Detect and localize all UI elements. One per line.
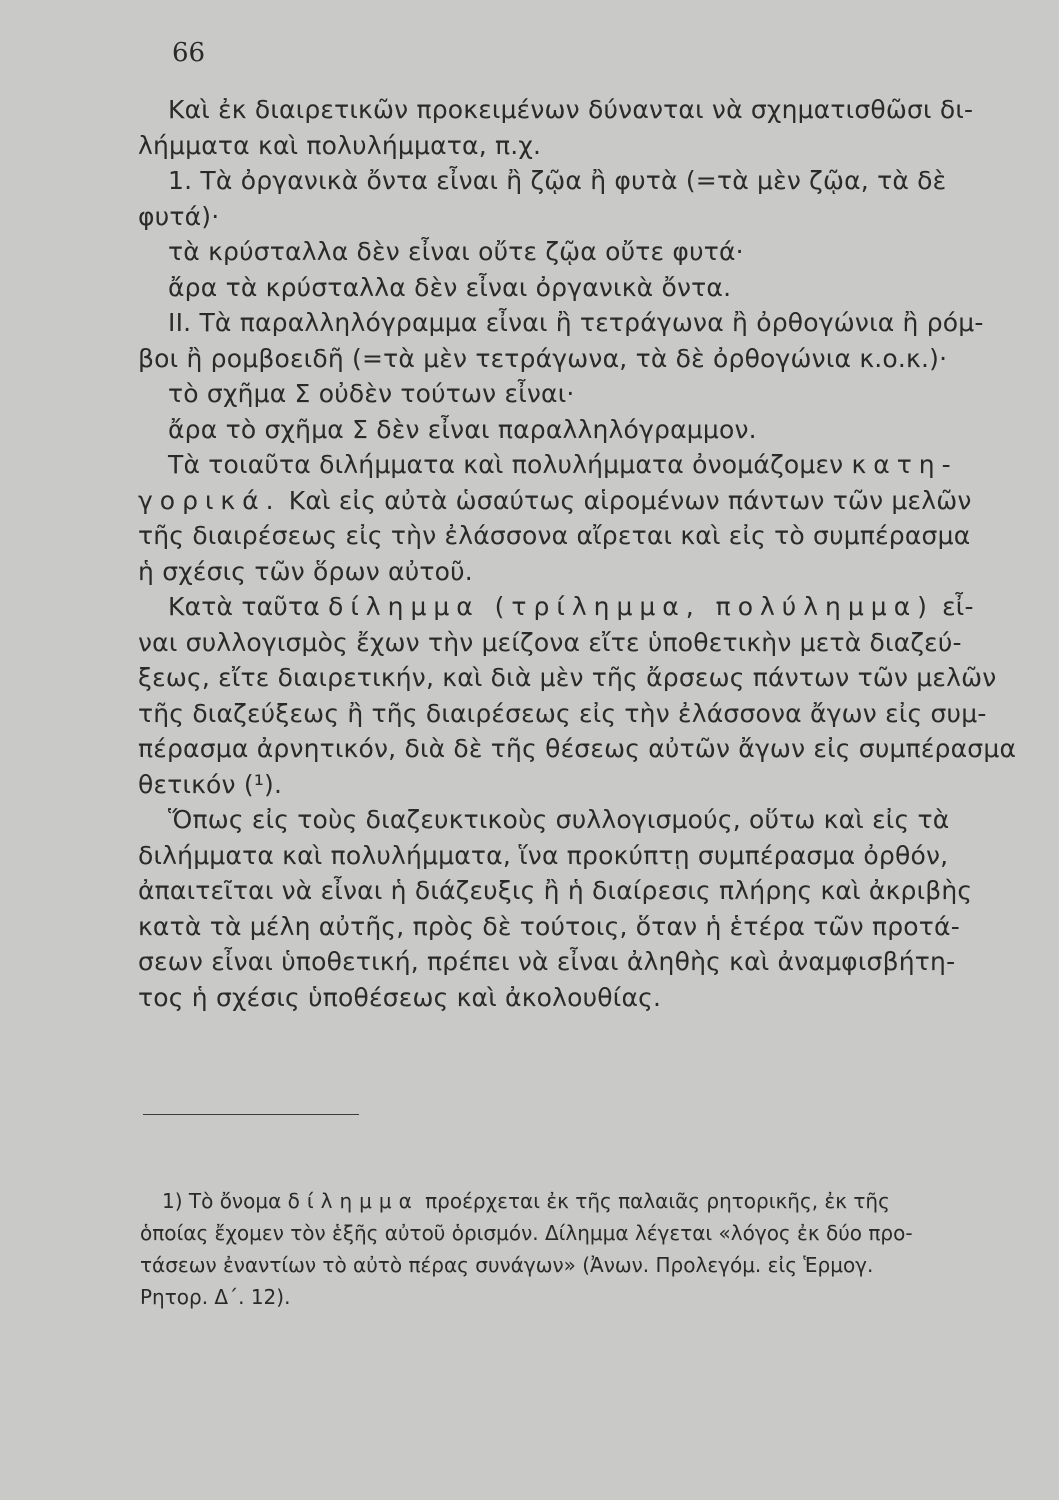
text-line: τὰ κρύσταλλα δὲν εἶναι οὔτε ζῷα οὔτε φυτά· (168, 237, 744, 266)
page-number: 66 (172, 38, 206, 68)
text-span: Τὰ τοιαῦτα διλήμματα καὶ πολυλήμματα ὀνομάζομεν (168, 450, 844, 479)
text-line: ξεως, εἴτε διαιρετικήν, καὶ διὰ μὲν τῆς ἄρσεως πάντων τῶν μελῶν (138, 663, 997, 692)
spaced-term: δίλημμα (τρίλημμα, πολύλημμα) (328, 592, 934, 621)
text-line (138, 589, 1008, 625)
footnote-line (140, 1185, 1010, 1217)
text-line: ναι συλλογισμὸς ἔχων τὴν μείζονα εἴτε ὑποθετικὴν μετὰ διαζεύ- (138, 627, 962, 657)
footnote (140, 1185, 1010, 1313)
text-line: θετικόν (¹). (138, 769, 283, 799)
spaced-term: γορικά. (138, 485, 281, 515)
text-line (138, 447, 1008, 483)
text-line: ἀπαιτεῖται νὰ εἶναι ἡ διάζευξις ἢ ἡ διαίρεσις πλήρης καὶ ἀκριβὴς (138, 876, 973, 905)
text-line: λήμματα καὶ πολυλήμματα, π.χ. (138, 130, 542, 160)
text-line: Καὶ ἐκ διαιρετικῶν προκειμένων δύνανται νὰ σχηματισθῶσι δι- (168, 95, 974, 124)
text-line: ἄρα τὸ σχῆμα Σ δὲν εἶναι παραλληλόγραμμον. (168, 414, 757, 444)
spaced-term: κατη- (851, 450, 958, 479)
footnote-line: Ρητορ. Δ΄. 12). (140, 1285, 291, 1309)
text-line: II. Τὰ παραλληλόγραμμα εἶναι ἢ τετράγωνα ἢ ὀρθογώνια ἢ ρόμ- (168, 308, 984, 337)
footnote-line: ὁποίας ἔχομεν τὸν ἑξῆς αὐτοῦ ὁρισμόν. Δίλημμα λέγεται «λόγος ἐκ δύο προ- (140, 1221, 913, 1245)
text-line: ἄρα τὰ κρύσταλλα δὲν εἶναι ὀργανικὰ ὄντα. (168, 272, 732, 302)
text-line: Ὅπως εἰς τοὺς διαζευκτικοὺς συλλογισμούς, οὕτω καὶ εἰς τὰ (168, 805, 950, 834)
text-line: πέρασμα ἀρνητικόν, διὰ δὲ τῆς θέσεως αὐτῶν ἄγων εἰς συμπέρασμα (138, 734, 1017, 763)
text-line: τὸ σχῆμα Σ οὐδὲν τούτων εἶναι· (168, 379, 575, 408)
text-line: τῆς διαζεύξεως ἢ τῆς διαιρέσεως εἰς τὴν ἐλάσσονα ἄγων εἰς συμ- (138, 698, 987, 728)
text-line: τῆς διαιρέσεως εἰς τὴν ἐλάσσονα αἴρεται καὶ εἰς τὸ συμπέρασμα (138, 521, 971, 550)
text-span: προέρχεται ἐκ τῆς παλαιᾶς ρητορικῆς, ἐκ τῆς (425, 1189, 890, 1213)
footnote-line: τάσεων ἐναντίων τὸ αὐτὸ πέρας συνάγων» (Ἀνων. Προλεγόμ. εἰς Ἑρμογ. (140, 1253, 874, 1277)
main-text (138, 92, 1017, 1015)
text-span: Κατὰ ταῦτα (168, 592, 320, 621)
text-line: φυτά)· (138, 201, 220, 231)
text-line: διλήμματα καὶ πολυλήμματα, ἵνα προκύπτῃ συμπέρασμα ὀρθόν, (138, 840, 949, 870)
text-line: σεων εἶναι ὑποθετική, πρέπει νὰ εἶναι ἀληθὴς καὶ ἀναμφισβήτη- (138, 947, 956, 976)
text-span: Καὶ εἰς αὐτὰ ὡσαύτως αἱρομένων πάντων τῶν μελῶν (288, 485, 972, 515)
text-line: κατὰ τὰ μέλη αὐτῆς, πρὸς δὲ τούτοις, ὅταν ἡ ἑτέρα τῶν προτά- (138, 911, 960, 941)
text-line (138, 483, 1008, 519)
text-line: ἡ σχέσις τῶν ὅρων αὐτοῦ. (138, 556, 473, 586)
text-line: τος ἡ σχέσις ὑποθέσεως καὶ ἀκολουθίας. (138, 982, 662, 1012)
text-span: εἶ- (942, 592, 974, 621)
text-span: 1) Τὸ ὄνομα (162, 1189, 282, 1213)
spaced-term: δίλημμα (287, 1189, 419, 1213)
text-line: 1. Τὰ ὀργανικὰ ὄντα εἶναι ἢ ζῷα ἢ φυτὰ (=τὰ μὲν ζῷα, τὰ δὲ (168, 166, 947, 195)
footnote-divider (143, 1114, 359, 1115)
text-line: βοι ἢ ρομβοειδῆ (=τὰ μὲν τετράγωνα, τὰ δὲ ὀρθογώνια κ.ο.κ.)· (138, 343, 948, 373)
